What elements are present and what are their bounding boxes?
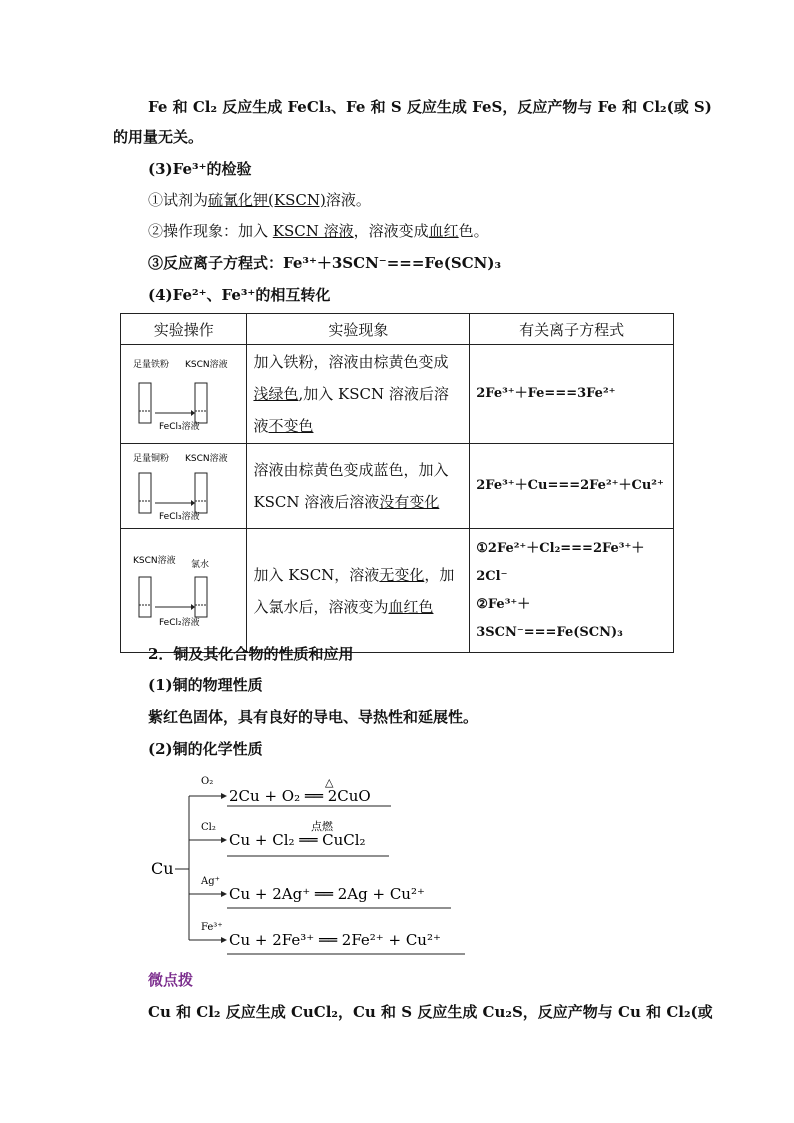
equation-1: ①2Fe²⁺＋Cl₂===2Fe³⁺＋2Cl⁻: [476, 540, 645, 584]
table-row: [121, 529, 674, 653]
branch-condition: △: [325, 776, 334, 789]
conversion-table: [120, 313, 674, 653]
equation-cell: [470, 529, 674, 653]
diagram-root-cu: Cu: [151, 859, 174, 878]
section-3-heading: (3)Fe³⁺的检验: [148, 160, 252, 178]
experiment-figure-cell: [121, 345, 247, 444]
figure-bottom-label: FeCl₃溶液: [159, 422, 200, 432]
branch-reagent: Ag⁺: [201, 876, 220, 887]
branch-reagent: Cl₂: [201, 822, 216, 833]
section-2-heading: 2．铜及其化合物的性质和应用: [148, 645, 354, 663]
experiment-figure-cell: [121, 529, 247, 653]
table-row: [121, 345, 674, 444]
tip-title: 微点拨: [148, 971, 194, 989]
table-header-row: [121, 314, 674, 345]
branch-equation: 2Cu + O₂ ══ 2CuO: [229, 787, 371, 805]
branch-equation: Cu + 2Fe³⁺ ══ 2Fe²⁺ + Cu²⁺: [229, 931, 441, 949]
physical-properties-heading: (1)铜的物理性质: [148, 676, 263, 694]
operation-line: ②操作现象：加入 KSCN 溶液，溶液变成血红色。: [148, 222, 489, 240]
figure-left-label: 足量铜粉: [133, 454, 170, 464]
branch-reagent: Fe³⁺: [201, 922, 223, 933]
reagent-line: ①试剂为硫氰化钾(KSCN)溶液。: [148, 191, 371, 209]
branch-equation: Cu + 2Ag⁺ ══ 2Ag + Cu²⁺: [229, 885, 425, 903]
chemical-properties-heading: (2)铜的化学性质: [148, 740, 263, 758]
figure-bottom-label: FeCl₃溶液: [159, 512, 200, 522]
paragraph-fe-cl2-line2: 的用量无关。: [113, 128, 204, 146]
copper-reaction-diagram: [145, 770, 475, 960]
test-tube-figure: [125, 449, 235, 523]
figure-bottom-label: FeCl₂溶液: [159, 617, 200, 628]
table-header: 有关离子方程式: [470, 314, 674, 345]
experiment-figure-cell: [121, 444, 247, 529]
equation-cell: 2Fe³⁺＋Fe===3Fe²⁺: [470, 345, 674, 444]
test-tube-figure: [125, 351, 235, 437]
observation-cell: 溶液由棕黄色变成蓝色，加入 KSCN 溶液后溶液没有变化: [247, 444, 470, 529]
observation-cell: 加入铁粉，溶液由棕黄色变成浅绿色,加入 KSCN 溶液后溶液不变色: [247, 345, 470, 444]
test-tube-figure: [125, 551, 235, 631]
figure-left-label: 足量铁粉: [133, 360, 170, 370]
figure-right-label: KSCN溶液: [185, 454, 228, 464]
ionic-equation-line: ③反应离子方程式：Fe³⁺＋3SCN⁻===Fe(SCN)₃: [148, 254, 502, 272]
equation-2: ②Fe³⁺＋3SCN⁻===Fe(SCN)₃: [476, 596, 623, 640]
paragraph-fe-cl2-line1: Fe 和 Cl₂ 反应生成 FeCl₃、Fe 和 S 反应生成 FeS，反应产物与 Fe 和 Cl₂(或 S): [148, 98, 712, 116]
figure-right-label: KSCN溶液: [185, 360, 228, 370]
equation-cell: 2Fe³⁺＋Cu===2Fe²⁺＋Cu²⁺: [470, 444, 674, 529]
table-header: 实验现象: [247, 314, 470, 345]
figure-left-label: KSCN溶液: [133, 555, 176, 566]
physical-properties-text: 紫红色固体，具有良好的导电、导热性和延展性。: [148, 708, 479, 726]
table-header: 实验操作: [121, 314, 247, 345]
table-row: [121, 444, 674, 529]
figure-right-label: 氯水: [191, 559, 210, 570]
observation-cell: 加入 KSCN，溶液无变化，加入氯水后，溶液变为血红色: [247, 529, 470, 653]
tip-text: Cu 和 Cl₂ 反应生成 CuCl₂，Cu 和 S 反应生成 Cu₂S，反应产物与 Cu 和 Cl₂(或: [148, 1003, 713, 1021]
section-4-heading: (4)Fe²⁺、Fe³⁺的相互转化: [148, 286, 331, 304]
branch-reagent: O₂: [201, 776, 214, 787]
branch-equation: Cu + Cl₂ ══ CuCl₂: [229, 831, 366, 849]
branch-condition: 点燃: [311, 820, 333, 833]
